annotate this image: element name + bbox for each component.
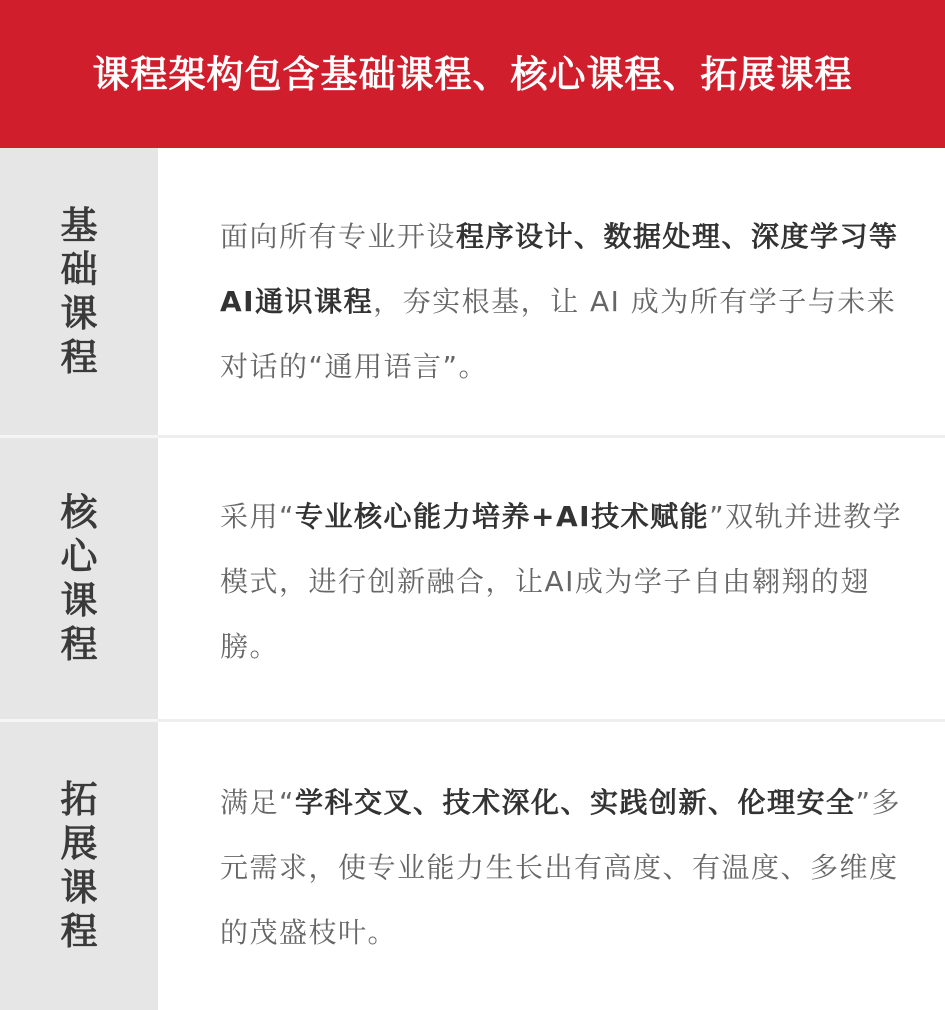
- row-label: 基础课程: [60, 203, 98, 379]
- course-row-core: [0, 438, 945, 719]
- course-row-basic: [0, 148, 945, 435]
- row-description: 满足“学科交叉、技术深化、实践创新、伦理安全”多元需求，使专业能力生长出有高度、有温度、多维度的茂盛枝叶。: [220, 786, 902, 949]
- row-label-cell: [0, 148, 158, 435]
- row-label: 核心课程: [60, 490, 98, 666]
- row-description: 面向所有专业开设程序设计、数据处理、深度学习等AI通识课程，夯实根基，让 AI 成为所有学子与未来对话的“通用语言”。: [220, 220, 899, 383]
- row-label-cell: [0, 722, 158, 1010]
- page-title: 课程架构包含基础课程、核心课程、拓展课程: [92, 53, 853, 96]
- row-label-cell: [0, 438, 158, 719]
- row-body-cell: [158, 438, 945, 719]
- row-body-cell: [158, 148, 945, 435]
- row-body-cell: [158, 722, 945, 1010]
- header-banner: [0, 0, 945, 148]
- course-row-extension: [0, 722, 945, 1010]
- row-description: 采用“专业核心能力培养+AI技术赋能”双轨并进教学模式，进行创新融合，让AI成为学子自由翱翔的翅膀。: [220, 500, 903, 663]
- row-label: 拓展课程: [60, 778, 98, 953]
